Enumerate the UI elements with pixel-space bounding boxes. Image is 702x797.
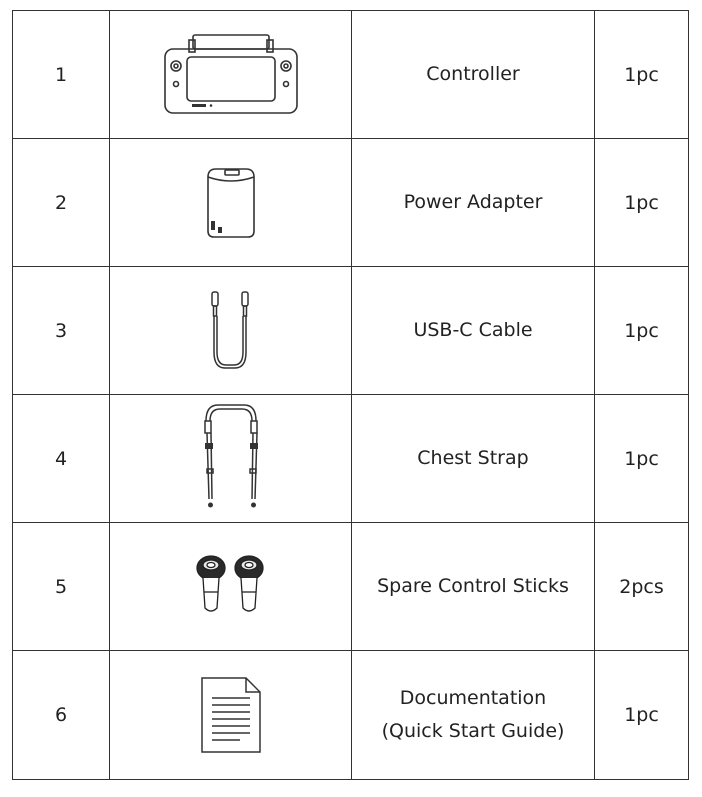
item-image-cell [110, 651, 352, 780]
item-number: 1 [13, 11, 110, 139]
table-row [13, 139, 689, 267]
control-sticks-icon [193, 552, 269, 622]
item-name: USB-C Cable [352, 267, 595, 395]
chest-strap-icon [196, 399, 266, 519]
item-name: Controller [352, 11, 595, 139]
table-row [13, 267, 689, 395]
item-number: 6 [13, 651, 110, 780]
item-quantity: 1pc [595, 139, 689, 267]
item-image-cell [110, 267, 352, 395]
item-name: Power Adapter [352, 139, 595, 267]
document-icon [200, 676, 262, 754]
item-number: 3 [13, 267, 110, 395]
item-name-line1: Documentation [399, 687, 547, 709]
table-row [13, 395, 689, 523]
item-number: 2 [13, 139, 110, 267]
item-name: Spare Control Sticks [352, 523, 595, 651]
table-row [13, 523, 689, 651]
item-quantity: 1pc [595, 11, 689, 139]
table-row [13, 651, 689, 780]
item-name [352, 651, 595, 780]
item-name: Chest Strap [352, 395, 595, 523]
usb-c-cable-icon [201, 286, 261, 376]
item-number: 5 [13, 523, 110, 651]
item-quantity: 2pcs [595, 523, 689, 651]
item-quantity: 1pc [595, 651, 689, 780]
controller-icon [161, 32, 301, 118]
item-image-cell [110, 139, 352, 267]
item-image-cell [110, 11, 352, 139]
power-adapter-icon [196, 163, 266, 243]
item-quantity: 1pc [595, 267, 689, 395]
item-image-cell [110, 395, 352, 523]
item-image-cell [110, 523, 352, 651]
package-contents-table [12, 10, 689, 780]
item-number: 4 [13, 395, 110, 523]
item-quantity: 1pc [595, 395, 689, 523]
table-row [13, 11, 689, 139]
item-name-line2: (Quick Start Guide) [381, 720, 565, 742]
